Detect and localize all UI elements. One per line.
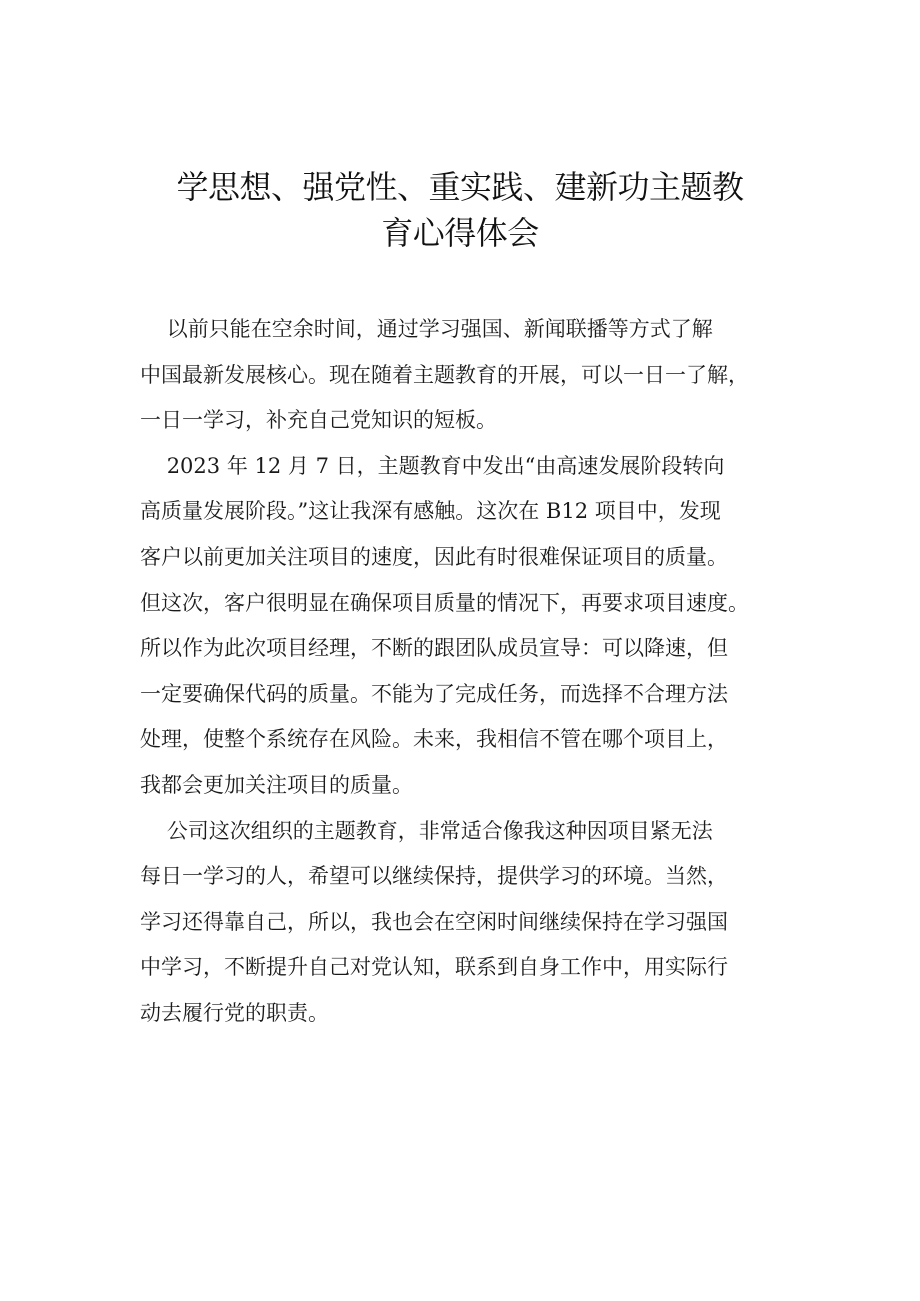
paragraph-line: 客户以前更加关注项目的速度，因此有时很难保证项目的质量。 xyxy=(140,544,728,569)
paragraph-line: 高质量发展阶段。”这让我深有感触。这次在 B12 项目中，发现 xyxy=(140,499,721,524)
paragraph-line: 公司这次组织的主题教育，非常适合像我这种因项目紧无法 xyxy=(140,818,713,843)
paragraph-line: 2023 年 12 月 7 日，主题教育中发出“由高速发展阶段转向 xyxy=(140,453,725,478)
paragraph-line: 我都会更加关注项目的质量。 xyxy=(140,772,413,797)
paragraph-line: 一定要确保代码的质量。不能为了完成任务，而选择不合理方法 xyxy=(140,681,728,706)
document-body xyxy=(140,307,800,1037)
paragraph-line: 动去履行党的职责。 xyxy=(140,1000,329,1025)
paragraph-line: 但这次，客户很明显在确保项目质量的情况下，再要求项目速度。 xyxy=(140,590,749,615)
paragraph-3 xyxy=(140,809,800,1037)
paragraph-1 xyxy=(140,307,800,444)
paragraph-2 xyxy=(140,444,800,809)
title-line-1: 学思想、强党性、重实践、建新功主题教 xyxy=(176,168,744,206)
paragraph-line: 每日一学习的人，希望可以继续保持，提供学习的环境。当然， xyxy=(140,864,728,889)
paragraph-line: 所以作为此次项目经理，不断的跟团队成员宣导：可以降速，但 xyxy=(140,636,728,661)
paragraph-line: 一日一学习，补充自己党知识的短板。 xyxy=(140,408,497,433)
paragraph-line: 中学习，不断提升自己对党认知，联系到自身工作中，用实际行 xyxy=(140,955,728,980)
paragraph-line: 中国最新发展核心。现在随着主题教育的开展，可以一日一了解， xyxy=(140,362,749,387)
title-line-2: 育心得体会 xyxy=(381,214,539,252)
paragraph-line: 处理，使整个系统存在风险。未来，我相信不管在哪个项目上， xyxy=(140,727,728,752)
paragraph-line: 学习还得靠自己，所以，我也会在空闲时间继续保持在学习强国 xyxy=(140,909,728,934)
document-title xyxy=(140,164,780,256)
paragraph-line: 以前只能在空余时间，通过学习强国、新闻联播等方式了解 xyxy=(140,317,713,341)
